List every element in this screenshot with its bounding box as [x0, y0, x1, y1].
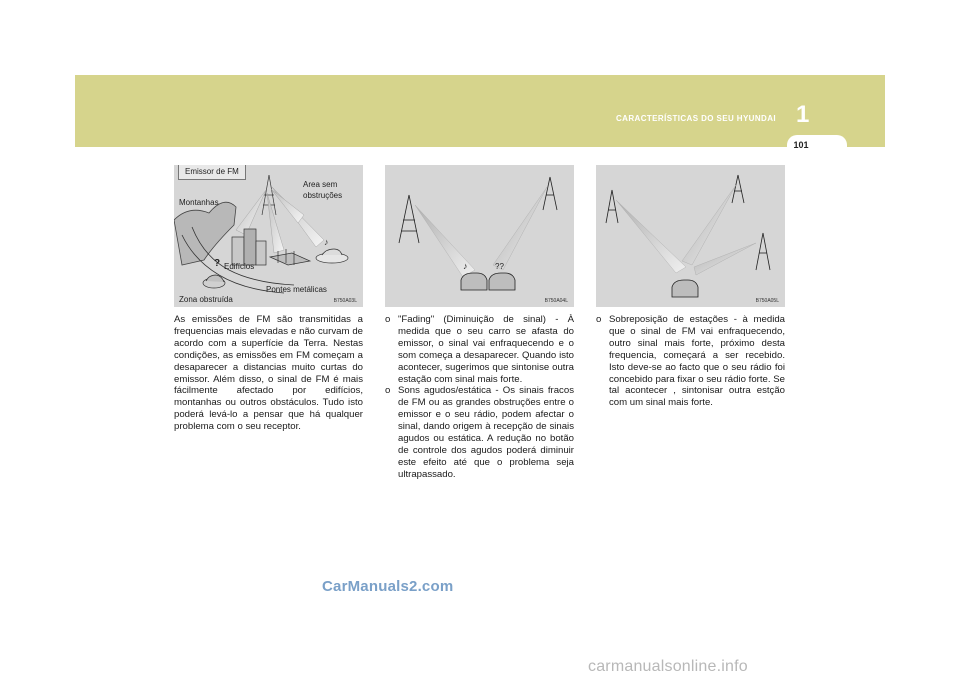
figure-code: B750A04L — [544, 298, 568, 304]
bullet-mark: o — [385, 314, 391, 325]
overlap-illustration — [596, 165, 785, 307]
label-montanhas: Montanhas — [179, 198, 219, 207]
fading-illustration — [385, 165, 574, 307]
fading-question: ?? — [495, 262, 504, 271]
chapter-header-band — [75, 75, 885, 147]
figure-fm-obstructions — [174, 165, 363, 307]
svg-text:♪: ♪ — [324, 237, 329, 247]
label-emissor-fm: Emissor de FM — [178, 165, 246, 180]
figure-fading — [385, 165, 574, 307]
bullet-static — [385, 385, 574, 480]
label-area-sem-1: Area sem — [303, 180, 338, 189]
bullet-mark: o — [596, 314, 602, 325]
column-3-text — [596, 314, 785, 409]
paragraph-fm-emissions: As emissões de FM são transmitidas a frequencias mais elevadas e não curvam de acordo com a superfície da Terra. Nestas condições, as emissões em FM começam a desaparecer a distancias muito curtas do emissor. Além disso, o sinal de FM é mais fácilmente afectado por edifícios, montanhas ou outros obstáculos. Tudo isto poderá levá-lo a pensar que há qualquer problema com o seu receptor. — [174, 314, 363, 433]
figure-code: B750A03L — [333, 298, 357, 304]
svg-text:♪: ♪ — [463, 261, 468, 271]
column-2-text — [385, 314, 574, 481]
chapter-number: 1 — [796, 101, 810, 128]
label-edificios: Edifícios — [224, 262, 255, 271]
chapter-title: CARACTERÍSTICAS DO SEU HYUNDAI — [616, 114, 777, 123]
column-1-text — [174, 314, 363, 433]
label-pontes: Pontes metálicas — [266, 285, 327, 294]
label-area-sem-2: obstruções — [303, 191, 343, 200]
figure-overlap — [596, 165, 785, 307]
bullet-mark: o — [385, 385, 391, 397]
label-zona: Zona obstruída — [179, 295, 233, 304]
bullet-fading — [385, 314, 574, 385]
bullet-text: "Fading" (Diminuição de sinal) - À medida que o seu carro se afasta do emissor, o sinal vai enfraquecendo e o som começa a desaparecer. Quando isto acontecer, sugerimos que sintonise outra estação com sinal mais forte. — [398, 314, 574, 385]
bullet-overlap — [596, 314, 785, 409]
page-number: 101 — [793, 140, 809, 150]
label-question: ? — [214, 258, 221, 269]
watermark-link[interactable]: CarManuals2.com — [322, 578, 454, 595]
footer-logo: carmanualsonline.info — [588, 658, 748, 675]
bullet-text: Sobreposição de estações - à medida que o sinal de FM vai enfraquecendo, outro sinal mais forte, próximo desta frequencia, começará a ser recebido. Isto deve-se ao facto que o seu rádio foi concebido para fixar o seu rádio forte. Se tal acontecer , sintonisar outra estção com um sinal mais forte. — [609, 314, 785, 409]
bullet-text: Sons agudos/estática - Os sinais fracos de FM ou as grandes obstruções entre o emissor e o seu rádio, podem afectar o sinal, dando origem à recepção de sinais agudos ou estática. A redução no botão de controle dos agudos poderá diminuir este efeito até que o problema seja ultrapassado. — [398, 385, 574, 480]
figure-code: B750A05L — [755, 298, 779, 304]
